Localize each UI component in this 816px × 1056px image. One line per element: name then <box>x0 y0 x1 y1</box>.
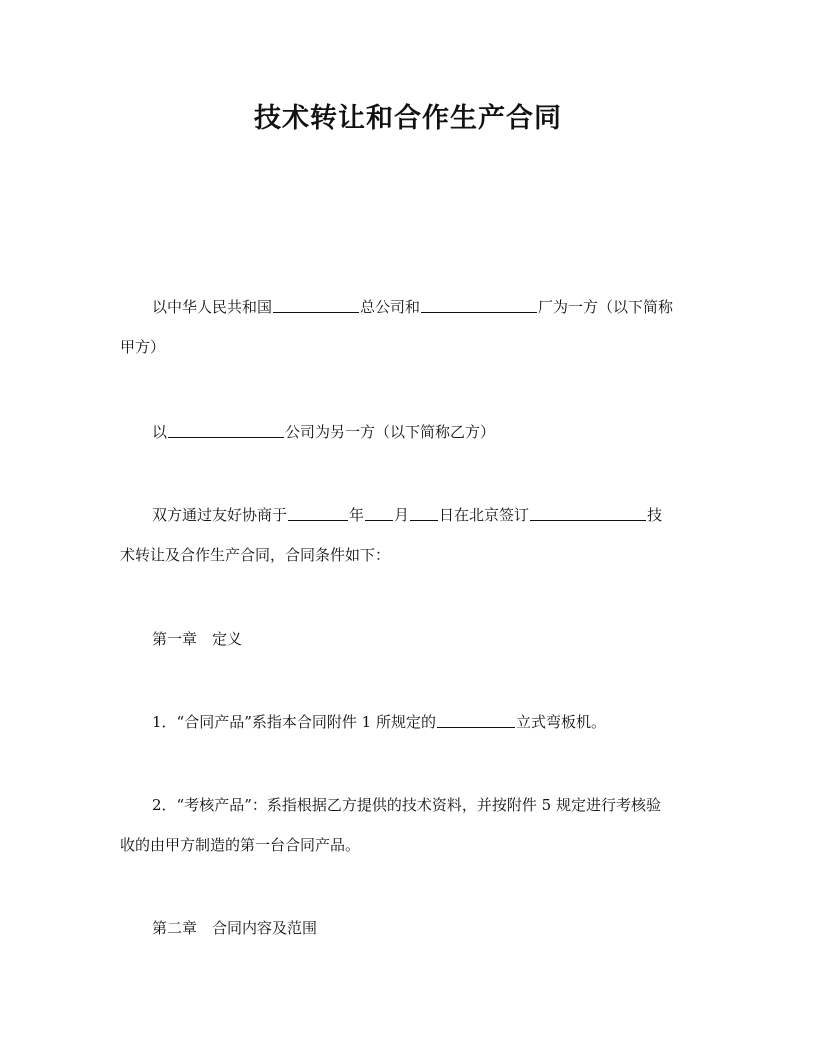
text: 立式弯板机。 <box>515 713 606 731</box>
fill-blank <box>365 506 393 521</box>
fill-blank <box>437 713 515 728</box>
fill-blank <box>530 506 646 521</box>
fill-blank <box>410 506 438 521</box>
clause-1 <box>120 702 700 742</box>
text: 以 <box>152 423 168 441</box>
text: 总公司和 <box>360 298 421 316</box>
text: 技 <box>647 506 663 524</box>
text: 1．“合同产品”系指本合同附件 1 所规定的 <box>152 713 436 731</box>
fill-blank <box>168 423 284 438</box>
text: 术转让及合作生产合同，合同条件如下： <box>120 546 391 564</box>
chapter-1-heading <box>120 619 700 659</box>
text: 日在北京签订 <box>439 506 530 524</box>
text: 以中华人民共和国 <box>152 298 273 316</box>
fill-blank <box>273 298 359 313</box>
clause-2 <box>120 785 700 865</box>
text: 双方通过友好协商于 <box>152 506 288 524</box>
document-title: 技术转让和合作生产合同 <box>254 103 562 134</box>
text: 公司为另一方（以下简称乙方） <box>285 423 496 441</box>
text: 甲方） <box>120 338 166 356</box>
fill-blank <box>288 506 348 521</box>
parties-paragraph-1 <box>120 287 700 367</box>
parties-paragraph-2 <box>120 412 700 452</box>
text: 第二章 合同内容及范围 <box>152 919 318 937</box>
text: 收的由甲方制造的第一台合同产品。 <box>120 836 361 854</box>
fill-blank <box>421 298 537 313</box>
text: 年 <box>349 506 365 524</box>
signing-paragraph <box>120 495 700 575</box>
text: 月 <box>394 506 410 524</box>
text: 厂为一方（以下简称 <box>538 298 674 316</box>
text: 2．“考核产品”：系指根据乙方提供的技术资料，并按附件 5 规定进行考核验 <box>152 796 661 814</box>
chapter-2-heading <box>120 908 700 948</box>
text: 第一章 定义 <box>152 630 243 648</box>
